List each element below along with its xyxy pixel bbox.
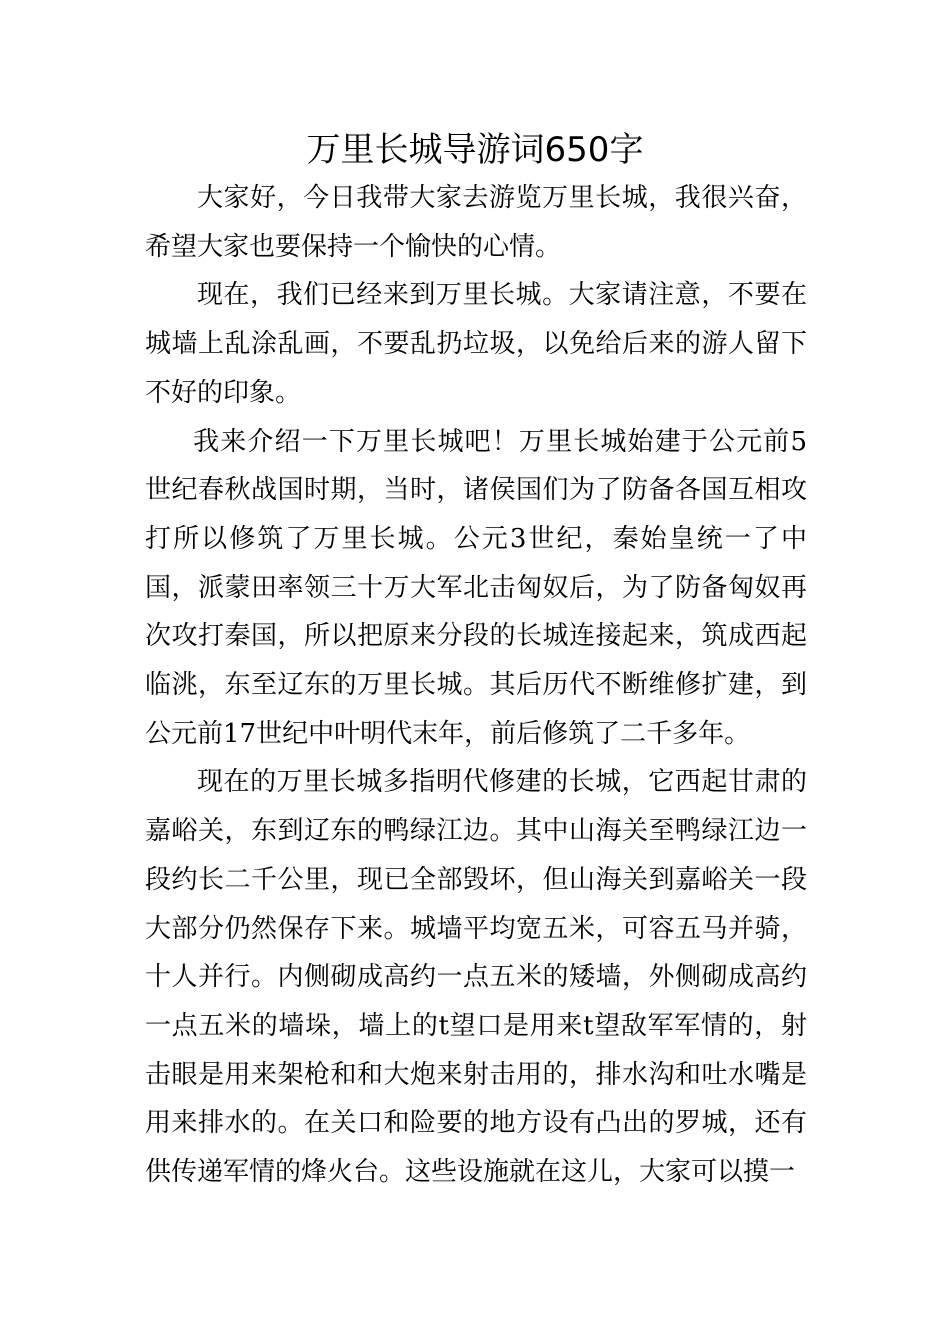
document-title: 万里长城导游词650字: [306, 130, 644, 170]
paragraph-arrival-notice: 现在，我们已经来到万里长城。大家请注意，不要在城墙上乱涂乱画，不要乱扔垃圾，以免给后来的游人留下不好的印象。: [145, 280, 807, 408]
paragraph-greeting: 大家好，今日我带大家去游览万里长城，我很兴奋，希望大家也要保持一个愉快的心情。: [145, 183, 807, 262]
paragraph-history: 我来介绍一下万里长城吧！万里长城始建于公元前5世纪春秋战国时期，当时，诸侯国们为了防备各国互相攻打所以修筑了万里长城。公元3世纪，秦始皇统一了中国，派蒙田率领三十万大军北击匈奴后，为了防备匈奴再次攻打秦国，所以把原来分段的长城连接起来，筑成西起临洮，东至辽东的万里长城。其后历代不断维修扩建，到公元前17世纪中叶明代末年，前后修筑了二千多年。: [145, 426, 807, 749]
paragraph-structure: 现在的万里长城多指明代修建的长城，它西起甘肃的嘉峪关，东到辽东的鸭绿江边。其中山海关至鸭绿江边一段约长二千公里，现已全部毁坏，但山海关到嘉峪关一段大部分仍然保存下来。城墙平均宽五米，可容五马并骑，十人并行。内侧砌成高约一点五米的矮墙，外侧砌成高约一点五米的墙垛，墙上的t望口是用来t望敌军军情的，射击眼是用来架枪和和大炮来射击用的，排水沟和吐水嘴是用来排水的。在关口和险要的地方设有凸出的罗城，还有供传递军情的烽火台。这些设施就在这儿，大家可以摸一: [145, 767, 807, 1188]
document-body: [145, 174, 807, 1197]
